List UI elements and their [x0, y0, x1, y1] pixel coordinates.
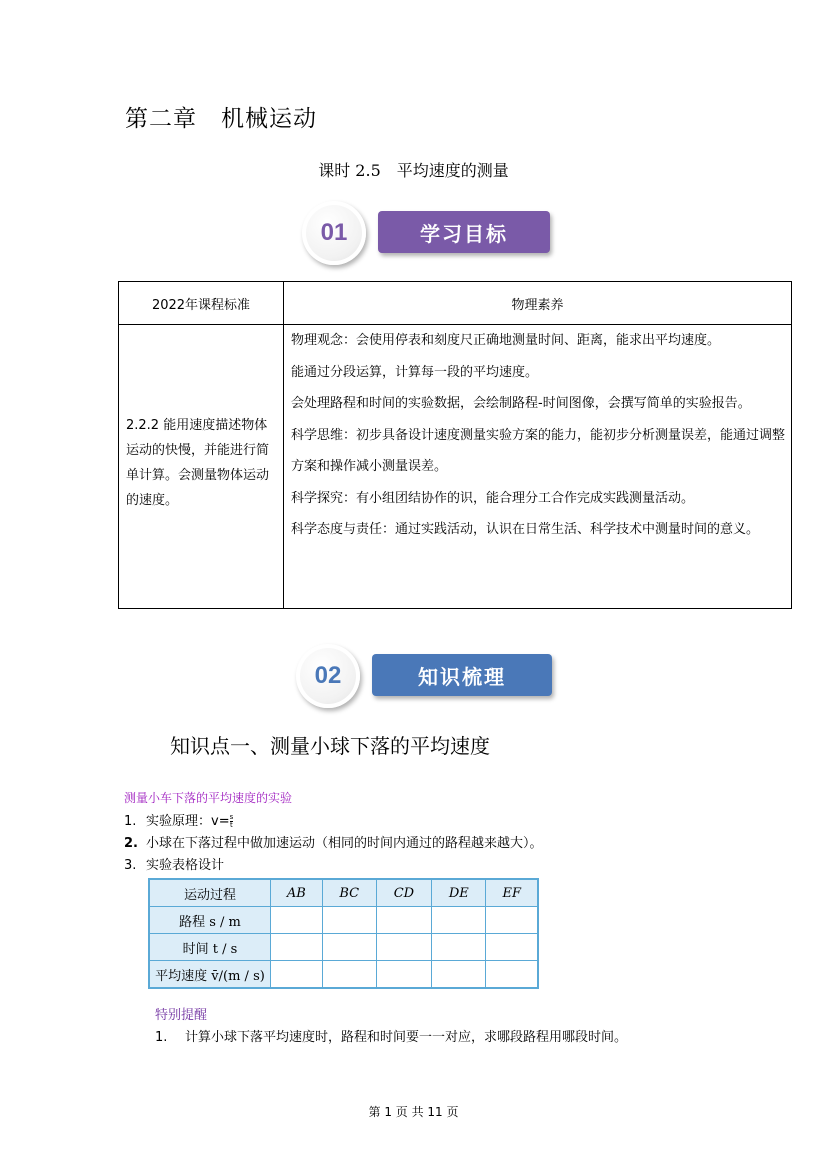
fraction-numerator: s	[229, 813, 234, 821]
table-row	[149, 934, 538, 961]
list-number: 1.	[155, 1030, 168, 1045]
table-row	[149, 907, 538, 934]
section-number: 01	[320, 219, 348, 246]
physics-literacy-cell	[284, 325, 792, 609]
list-number: 2.	[124, 836, 138, 851]
list-number: 1.	[124, 814, 137, 829]
standards-header-cell: 2022年课程标准	[119, 282, 284, 325]
section-label-bar	[378, 211, 550, 253]
section-label-bar	[372, 654, 552, 696]
table-cell	[271, 934, 323, 961]
table-header-cell: EF	[486, 879, 538, 907]
table-cell	[322, 934, 376, 961]
reminder-item	[155, 1026, 627, 1045]
page-footer: 第 1 页 共 11 页	[368, 1105, 459, 1119]
row-label: 平均速度 v̄/(m / s)	[149, 961, 271, 989]
table-cell	[432, 961, 486, 989]
table-cell	[376, 961, 432, 989]
section-label: 知识梳理	[418, 664, 506, 689]
row-label: 路程 s / m	[149, 907, 271, 934]
knowledge-point-title: 知识点一、测量小球下落的平均速度	[170, 734, 490, 758]
literacy-line: 科学探究：有小组团结协作的识，能合理分工合作完成实践测量活动。	[291, 490, 695, 506]
literacy-line: 能通过分段运算，计算每一段的平均速度。	[291, 364, 539, 380]
table-cell	[486, 934, 538, 961]
table-cell	[376, 934, 432, 961]
table-cell	[432, 907, 486, 934]
table-cell	[322, 961, 376, 989]
table-cell	[486, 961, 538, 989]
standards-header-cell: 物理素养	[284, 282, 792, 325]
standards-table-wrap	[118, 281, 792, 609]
table-header-cell: CD	[376, 879, 432, 907]
reminder-heading: 特别提醒	[155, 1008, 208, 1023]
table-header-cell: AB	[271, 879, 323, 907]
formula-fraction	[230, 814, 234, 829]
chapter-title: 第二章 机械运动	[125, 106, 317, 132]
standards-table	[118, 281, 792, 609]
row-label: 时间 t / s	[149, 934, 271, 961]
table-row	[149, 961, 538, 989]
section-number-badge	[296, 644, 360, 708]
table-cell	[271, 907, 323, 934]
table-header-cell: BC	[322, 879, 376, 907]
section-label: 学习目标	[420, 221, 508, 246]
literacy-line: 科学思维：初步具备设计速度测量实验方案的能力，能初步分析测量误差，能通过调整方案和操作减小测量误差。	[291, 427, 786, 474]
fraction-denominator: t	[230, 821, 233, 829]
experiment-table	[148, 878, 539, 989]
section-number: 02	[314, 662, 342, 689]
list-text: 实验表格设计	[146, 858, 225, 873]
list-text: 实验原理：v=	[146, 814, 230, 829]
literacy-line: 会处理路程和时间的实验数据，会绘制路程-时间图像，会撰写简单的实验报告。	[291, 396, 751, 411]
section-banner-knowledge	[296, 644, 552, 708]
section-banner-objectives	[302, 201, 552, 265]
table-header-row	[149, 879, 538, 907]
section-number-badge	[302, 201, 366, 265]
list-number: 3.	[124, 858, 137, 873]
table-cell	[322, 907, 376, 934]
literacy-line: 科学态度与责任：通过实践活动，认识在日常生活、科学技术中测量时间的意义。	[291, 522, 760, 537]
list-item	[124, 810, 233, 829]
table-header-cell: DE	[432, 879, 486, 907]
table-cell	[432, 934, 486, 961]
list-item	[124, 854, 224, 873]
list-item	[124, 832, 543, 851]
table-cell	[486, 907, 538, 934]
literacy-line: 物理观念：会使用停表和刻度尺正确地测量时间、距离，能求出平均速度。	[291, 333, 721, 348]
table-header-cell: 运动过程	[149, 879, 271, 907]
experiment-heading: 测量小车下落的平均速度的实验	[124, 791, 293, 805]
list-text: 计算小球下落平均速度时，路程和时间要一一对应，求哪段路程用哪段时间。	[185, 1030, 628, 1045]
lesson-title: 课时 2.5 平均速度的测量	[318, 161, 509, 180]
table-cell	[271, 961, 323, 989]
curriculum-standard-cell: 2.2.2 能用速度描述物体运动的快慢，并能进行简单计算。会测量物体运动的速度。	[119, 325, 284, 609]
list-text: 小球在下落过程中做加速运动（相同的时间内通过的路程越来越大）。	[146, 836, 543, 851]
table-cell	[376, 907, 432, 934]
